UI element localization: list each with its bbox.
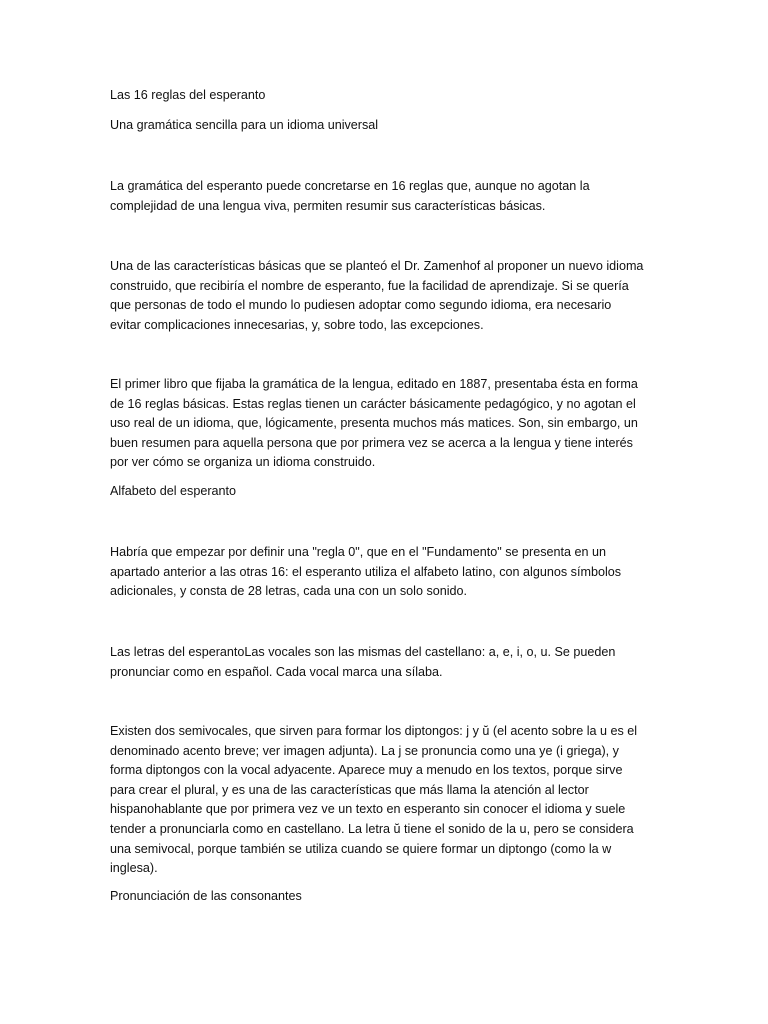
paragraph-intro: La gramática del esperanto puede concretarse en 16 reglas que, aunque no agotan la complejidad de una lengua viva, permiten resumir sus características básicas. <box>110 179 590 213</box>
paragraph-semivowels: Existen dos semivocales, que sirven para formar los diptongos: j y ŭ (el acento sobre la u es el denominado acento breve; ver imagen adjunta). La j se pronuncia como una ye (i griega), y forma diptongos con la vocal adyacente. Aparece muy a menudo en los textos, porque sirve para crear el plural, y es una de las características que más llama la atención al lector hispanohablante que por primera vez ve un texto en esperanto sin conocer el idioma y suele tender a pronunciarla como en castellano. La letra ŭ tiene el sonido de la u, pero se considera una semivocal, porque también se utiliza cuando se quiere formar un diptongo (como la w inglesa). <box>110 724 638 876</box>
document-title: Las 16 reglas del esperanto <box>110 88 266 102</box>
heading-consonants: Pronunciación de las consonantes <box>110 889 302 903</box>
paragraph-rule-zero: Habría que empezar por definir una "regla 0", que en el "Fundamento" se presenta en un apartado anterior a las otras 16: el esperanto utiliza el alfabeto latino, con algunos símbolos adicionales, y consta de 28 letras, cada una con un solo sonido. <box>110 545 622 599</box>
document-subtitle: Una gramática sencilla para un idioma universal <box>110 118 379 132</box>
paragraph-zamenhof: Una de las características básicas que se planteó el Dr. Zamenhof al proponer un nuevo idioma construido, que recibiría el nombre de esperanto, fue la facilidad de aprendizaje. Si se quería que personas de todo el mundo lo pudiesen adoptar como segundo idioma, era necesario evitar complicaciones innecesarias, y, sobre todo, las excepciones. <box>110 259 644 332</box>
paragraph-vowels: Las letras del esperantoLas vocales son las mismas del castellano: a, e, i, o, u. Se pueden pronunciar como en español. Cada vocal marca una sílaba. <box>110 645 616 679</box>
paragraph-first-book: El primer libro que fijaba la gramática de la lengua, editado en 1887, presentaba ésta en forma de 16 reglas básicas. Estas reglas tienen un carácter básicamente pedagógico, y no agotan el uso real de un idioma, que, lógicamente, presenta muchos más matices. Son, sin embargo, un buen resumen para aquella persona que por primera vez se acerca a la lengua y tiene interés por ver cómo se organiza un idioma construido. <box>110 377 638 470</box>
heading-alphabet: Alfabeto del esperanto <box>110 484 237 498</box>
